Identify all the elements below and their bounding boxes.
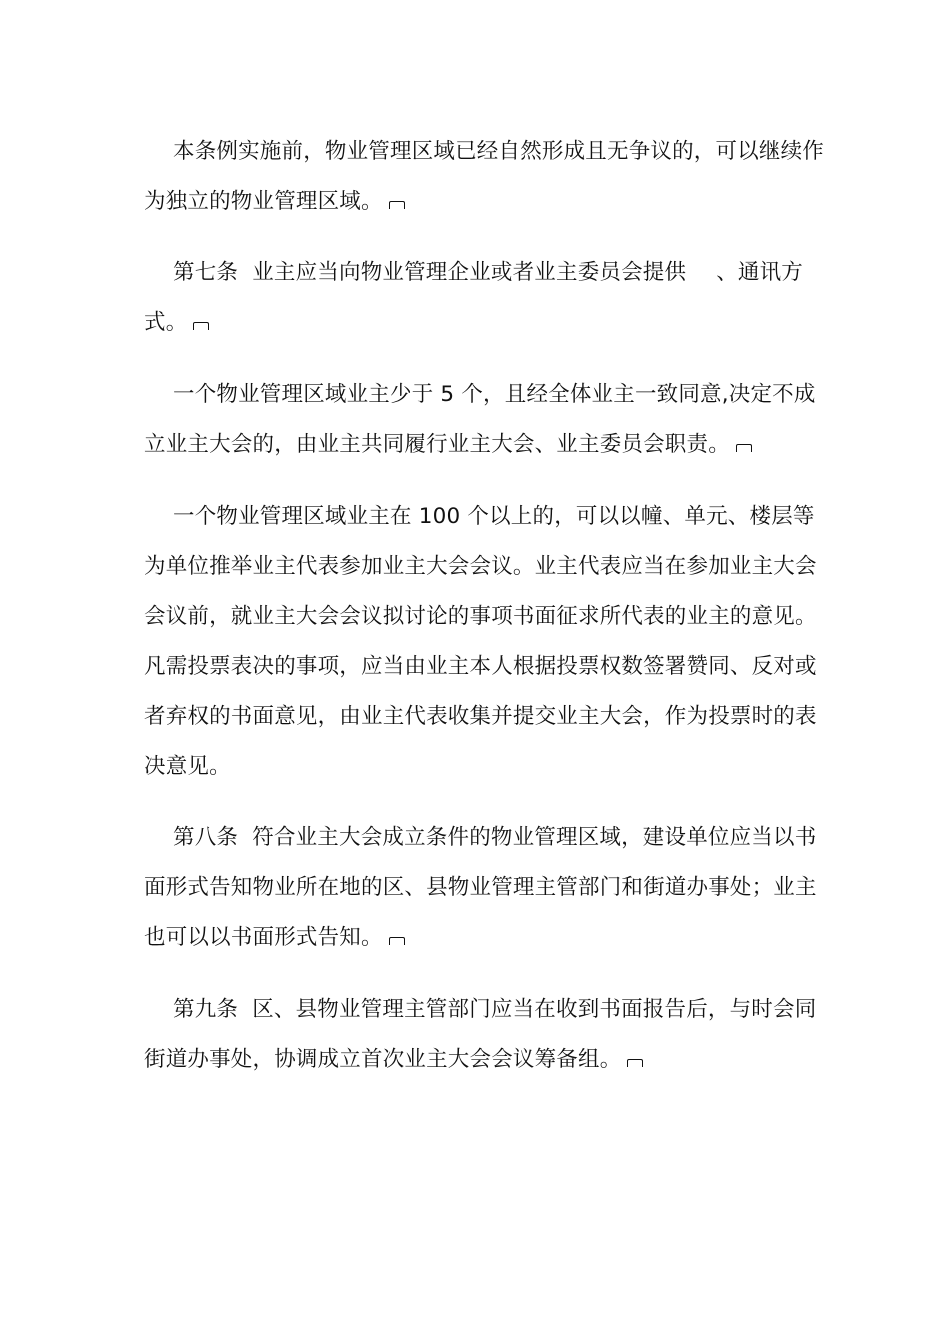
paragraph-mark-icon [193, 322, 209, 330]
paragraph-4 [144, 492, 824, 792]
paragraph-text: 一个物业管理区域业主少于 5 个，且经全体业主一致同意,决定不成立业主大会的，由业主共同履行业主大会、业主委员会职责。 [144, 382, 816, 457]
paragraph-text: 区、县物业管理主管部门应当在收到书面报告后，与时会同街道办事处，协调成立首次业主大会会议筹备组。 [144, 997, 817, 1072]
article-number: 第七条 [173, 260, 239, 285]
paragraph-2-article-7 [144, 248, 824, 348]
paragraph-text: 一个物业管理区域业主在 100 个以上的，可以以幢、单元、楼层等为单位推举业主代表参加业主大会会议。业主代表应当在参加业主大会会议前，就业主大会会议拟讨论的事项书面征求所代表的业主的意见。凡需投票表决的事项，应当由业主本人根据投票权数签署赞同、反对或者弃权的书面意见，由业主代表收集并提交业主大会，作为投票时的表决意见。 [144, 504, 817, 779]
paragraph-3 [144, 370, 824, 470]
paragraph-text: 符合业主大会成立条件的物业管理区域，建设单位应当以书面形式告知物业所在地的区、县物业管理主管部门和街道办事处；业主也可以以书面形式告知。 [144, 825, 817, 950]
paragraph-mark-icon [627, 1059, 643, 1067]
paragraph-5-article-8 [144, 813, 824, 963]
paragraph-mark-icon [389, 937, 405, 945]
paragraph-mark-icon [389, 201, 405, 209]
paragraph-1 [144, 127, 824, 227]
paragraph-mark-icon [736, 444, 752, 452]
article-number: 第八条 [173, 825, 239, 850]
paragraph-text: 业主应当向物业管理企业或者业主委员会提供 [252, 260, 687, 285]
paragraph-text: 、通讯方式。 [144, 260, 804, 335]
paragraph-6-article-9 [144, 985, 824, 1085]
article-number: 第九条 [173, 997, 239, 1022]
paragraph-text: 本条例实施前，物业管理区域已经自然形成且无争议的，可以继续作为独立的物业管理区域。 [144, 139, 825, 214]
